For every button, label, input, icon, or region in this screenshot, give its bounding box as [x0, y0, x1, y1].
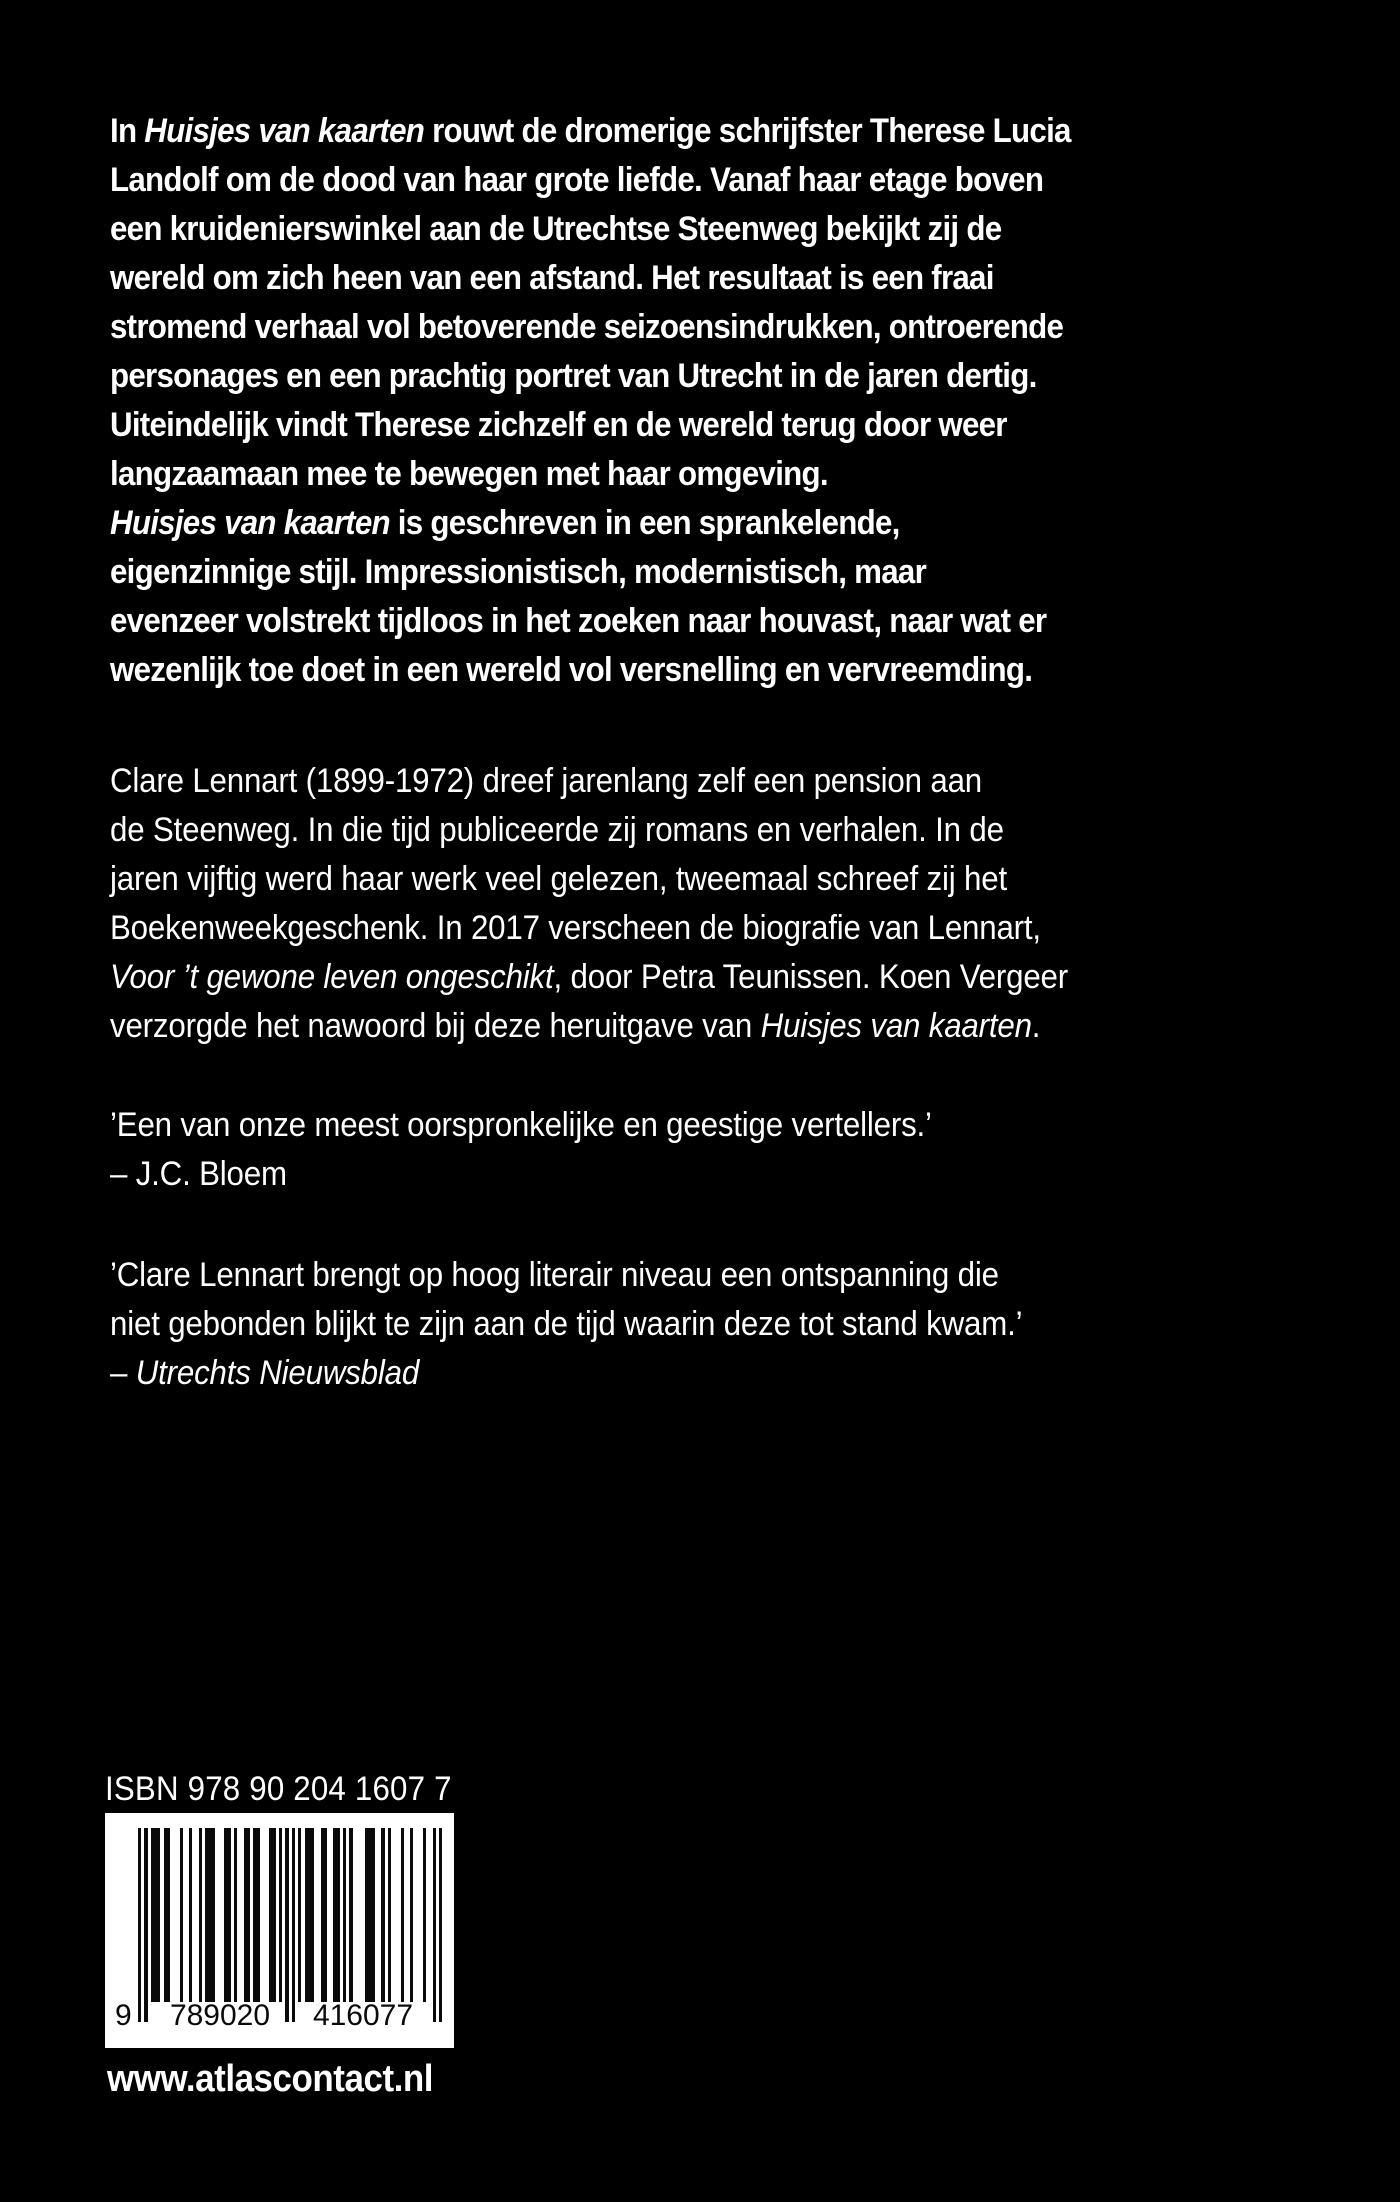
text-line: Uiteindelijk vindt Therese zichzelf en de wereld terug door weer	[110, 406, 1007, 444]
text-line: ’Clare Lennart brengt op hoog literair niveau een ontspanning die	[110, 1256, 999, 1294]
text-line: personages en een prachtig portret van Utrecht in de jaren dertig.	[110, 357, 1037, 395]
text-line: stromend verhaal vol betoverende seizoensindrukken, ontroerende	[110, 308, 1064, 346]
text-line: Huisjes van kaarten is geschreven in een sprankelende,	[110, 504, 900, 542]
text-line: Boekenweekgeschenk. In 2017 verscheen de biografie van Lennart,	[110, 909, 1041, 947]
quote-utrechts-nieuwsblad	[110, 1251, 1022, 1398]
isbn-text: ISBN 978 90 204 1607 7	[105, 1770, 452, 1808]
barcode-bars	[138, 1828, 442, 2022]
back-cover-blurb	[110, 107, 1071, 695]
quote-jc-bloem	[110, 1101, 932, 1199]
text-line: verzorgde het nawoord bij deze heruitgave van Huisjes van kaarten.	[110, 1007, 1041, 1045]
text-line: – Utrechts Nieuwsblad	[110, 1354, 420, 1392]
text-line: niet gebonden blijkt te zijn aan de tijd waarin deze tot stand kwam.’	[110, 1305, 1023, 1343]
text-line: In Huisjes van kaarten rouwt de dromerige schrijfster Therese Lucia	[110, 112, 1071, 150]
text-line: wereld om zich heen van een afstand. Het resultaat is een fraai	[110, 259, 994, 297]
barcode-left-digits: 789020	[169, 1999, 271, 2032]
author-bio	[110, 757, 1068, 1051]
barcode-first-digit: 9	[115, 1999, 132, 2032]
text-line: Landolf om de dood van haar grote liefde. Vanaf haar etage boven	[110, 161, 1044, 199]
barcode-right-digits: 416077	[312, 1999, 414, 2032]
text-line: – J.C. Bloem	[110, 1155, 287, 1193]
text-line: een kruidenierswinkel aan de Utrechtse Steenweg bekijkt zij de	[110, 210, 1002, 248]
text-line: de Steenweg. In die tijd publiceerde zij romans en verhalen. In de	[110, 811, 1004, 849]
text-line: evenzeer volstrekt tijdloos in het zoeken naar houvast, naar wat er	[110, 602, 1047, 640]
text-line: Voor ’t gewone leven ongeschikt, door Petra Teunissen. Koen Vergeer	[110, 958, 1068, 996]
text-line: ’Een van onze meest oorspronkelijke en geestige vertellers.’	[110, 1106, 932, 1144]
ean-barcode	[105, 1813, 454, 2048]
text-line: jaren vijftig werd haar werk veel gelezen, tweemaal schreef zij het	[110, 860, 1007, 898]
text-line: Clare Lennart (1899-1972) dreef jarenlang zelf een pension aan	[110, 762, 983, 800]
text-line: langzaamaan mee te bewegen met haar omgeving.	[110, 455, 828, 493]
publisher-website-url: www.atlascontact.nl	[107, 2058, 434, 2100]
text-line: wezenlijk toe doet in een wereld vol versnelling en vervreemding.	[110, 651, 1033, 689]
text-line: eigenzinnige stijl. Impressionistisch, modernistisch, maar	[110, 553, 927, 591]
